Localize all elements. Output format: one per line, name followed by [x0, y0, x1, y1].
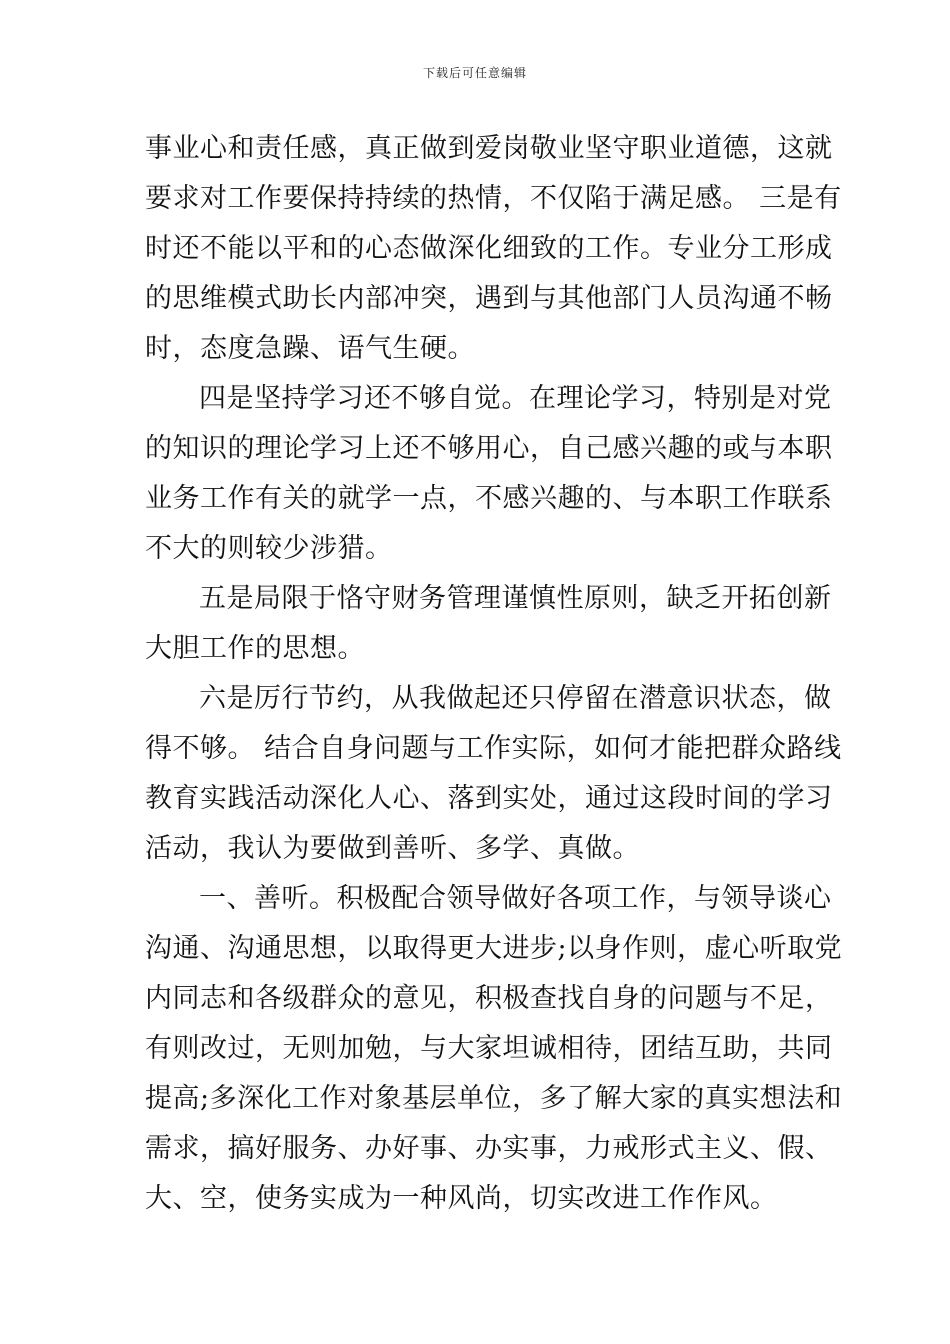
text-line: 的知识的理论学习上还不够用心，自己感兴趣的或与本职: [145, 433, 833, 464]
paragraph-start-line: 六是厉行节约，从我做起还只停留在潜意识状态，做: [199, 683, 832, 714]
paragraph-start-line: 一、善听。积极配合领导做好各项工作，与领导谈心: [199, 883, 832, 914]
text-line: 沟通、沟通思想，以取得更大进步;以身作则，虚心听取党: [145, 933, 843, 964]
text-line: 教育实践活动深化人心、落到实处，通过这段时间的学习: [145, 783, 833, 814]
text-line: 需求，搞好服务、办好事、办实事，力戒形式主义、假、: [145, 1133, 833, 1164]
text-line: 不大的则较少涉猎。: [145, 533, 393, 564]
text-line: 提高;多深化工作对象基层单位，多了解大家的真实想法和: [145, 1083, 843, 1114]
text-line: 事业心和责任感，真正做到爱岗敬业坚守职业道德，这就: [145, 133, 833, 164]
paragraph-start-line: 四是坚持学习还不够自觉。在理论学习，特别是对党: [199, 383, 832, 414]
text-line: 要求对工作要保持持续的热情，不仅陷于满足感。 三是有: [145, 183, 842, 214]
text-line: 的思维模式助长内部冲突，遇到与其他部门人员沟通不畅: [145, 283, 833, 314]
text-line: 时还不能以平和的心态做深化细致的工作。专业分工形成: [145, 233, 833, 264]
text-line: 活动，我认为要做到善听、多学、真做。: [145, 833, 640, 864]
header-note: 下载后可任意编辑: [422, 66, 527, 80]
text-line: 大、空，使务实成为一种风尚，切实改进工作作风。: [145, 1183, 778, 1214]
text-line: 时，态度急躁、语气生硬。: [145, 333, 475, 364]
text-line: 有则改过，无则加勉，与大家坦诚相待，团结互助，共同: [145, 1033, 833, 1064]
document-body: [145, 124, 843, 1224]
text-line: 得不够。 结合自身问题与工作实际，如何才能把群众路线: [145, 733, 842, 764]
paragraph-start-line: 五是局限于恪守财务管理谨慎性原则，缺乏开拓创新: [199, 583, 832, 614]
text-line: 业务工作有关的就学一点，不感兴趣的、与本职工作联系: [145, 483, 833, 514]
text-line: 内同志和各级群众的意见，积极查找自身的问题与不足，: [145, 983, 833, 1014]
text-line: 大胆工作的思想。: [145, 633, 365, 664]
